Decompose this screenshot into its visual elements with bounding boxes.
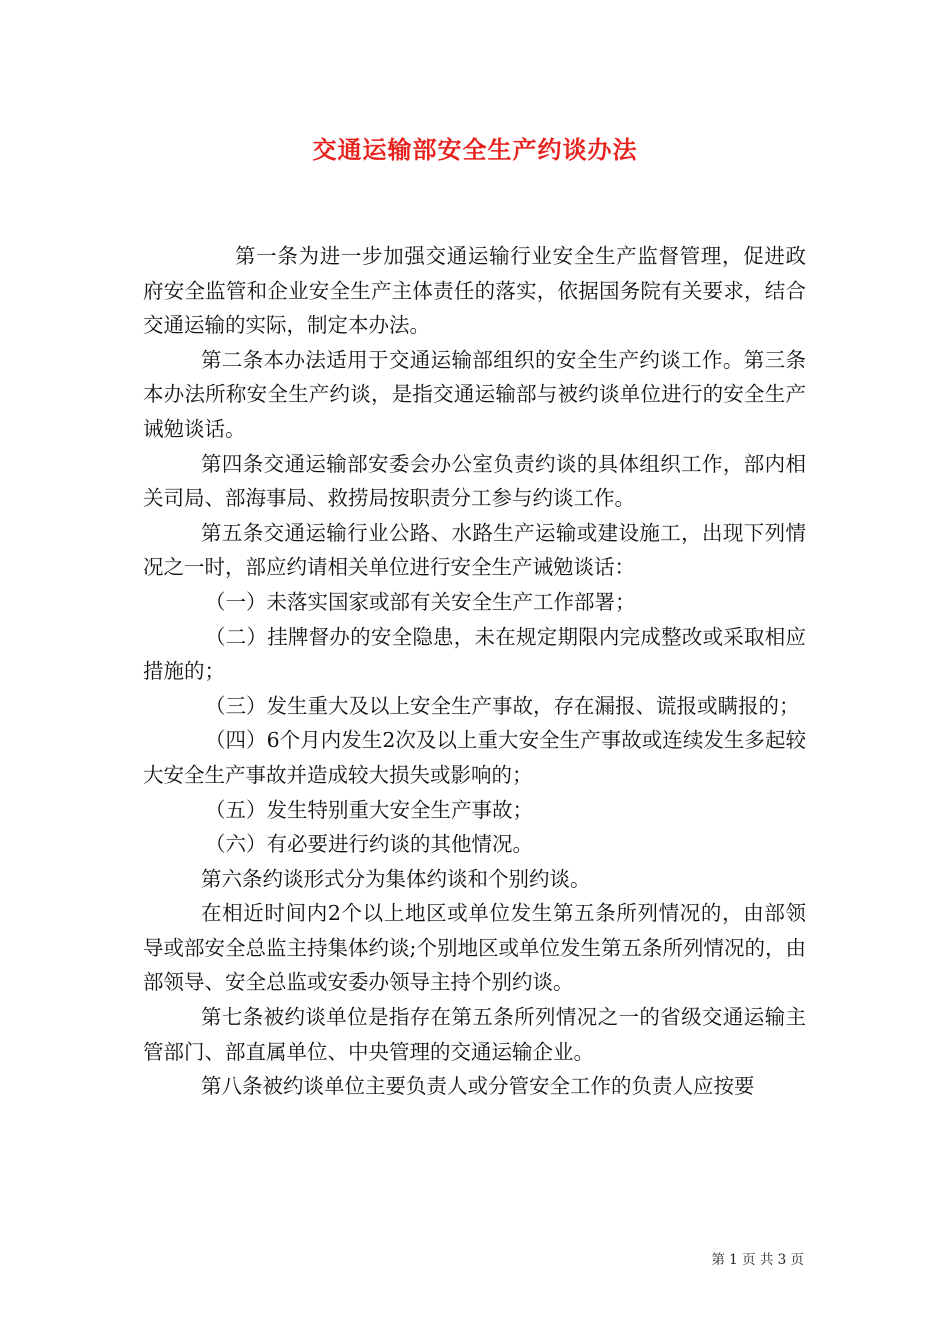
article-7-paragraph: 第七条被约谈单位是指存在第五条所列情况之一的省级交通运输主管部门、部直属单位、中央管理的交通运输企业。	[143, 1005, 806, 1064]
list-item-6: （六）有必要进行约谈的其他情况。	[205, 832, 533, 857]
list-item-3: （三）发生重大及以上安全生产事故，存在漏报、谎报或瞒报的；	[205, 693, 800, 718]
list-item-1: （一）未落实国家或部有关安全生产工作部署；	[205, 589, 636, 614]
document-body	[143, 239, 806, 1104]
article-6-detail-paragraph: 在相近时间内2个以上地区或单位发生第五条所列情况的，由部领导或部安全总监主持集体约谈;个别地区或单位发生第五条所列情况的，由部领导、安全总监或安委办领导主持个别约谈。	[143, 901, 806, 995]
article-4-paragraph: 第四条交通运输部安委会办公室负责约谈的具体组织工作，部内相关司局、部海事局、救捞局按职责分工参与约谈工作。	[143, 451, 806, 511]
list-item-5: （五）发生特别重大安全生产事故；	[205, 797, 533, 822]
page-number-footer: 第 1 页 共 3 页	[711, 1252, 804, 1268]
list-item-4: （四）6个月内发生2次及以上重大安全生产事故或连续发生多起较大安全生产事故并造成较大损失或影响的；	[143, 728, 806, 787]
article-1-paragraph: 第一条为进一步加强交通运输行业安全生产监督管理，促进政府安全监管和企业安全生产主体责任的落实，依据国务院有关要求，结合交通运输的实际，制定本办法。	[143, 244, 806, 338]
article-6-paragraph: 第六条约谈形式分为集体约谈和个别约谈。	[201, 866, 591, 891]
article-8-paragraph: 第八条被约谈单位主要负责人或分管安全工作的负责人应按要	[201, 1074, 755, 1099]
article-2-3-paragraph: 第二条本办法适用于交通运输部组织的安全生产约谈工作。第三条本办法所称安全生产约谈，是指交通运输部与被约谈单位进行的安全生产诫勉谈话。	[143, 347, 806, 441]
list-item-2: （二）挂牌督办的安全隐患，未在规定期限内完成整改或采取相应措施的；	[143, 624, 806, 684]
document-title: 交通运输部安全生产约谈办法	[312, 135, 638, 164]
article-5-paragraph: 第五条交通运输行业公路、水路生产运输或建设施工，出现下列情况之一时，部应约请相关单位进行安全生产诫勉谈话：	[143, 520, 806, 580]
